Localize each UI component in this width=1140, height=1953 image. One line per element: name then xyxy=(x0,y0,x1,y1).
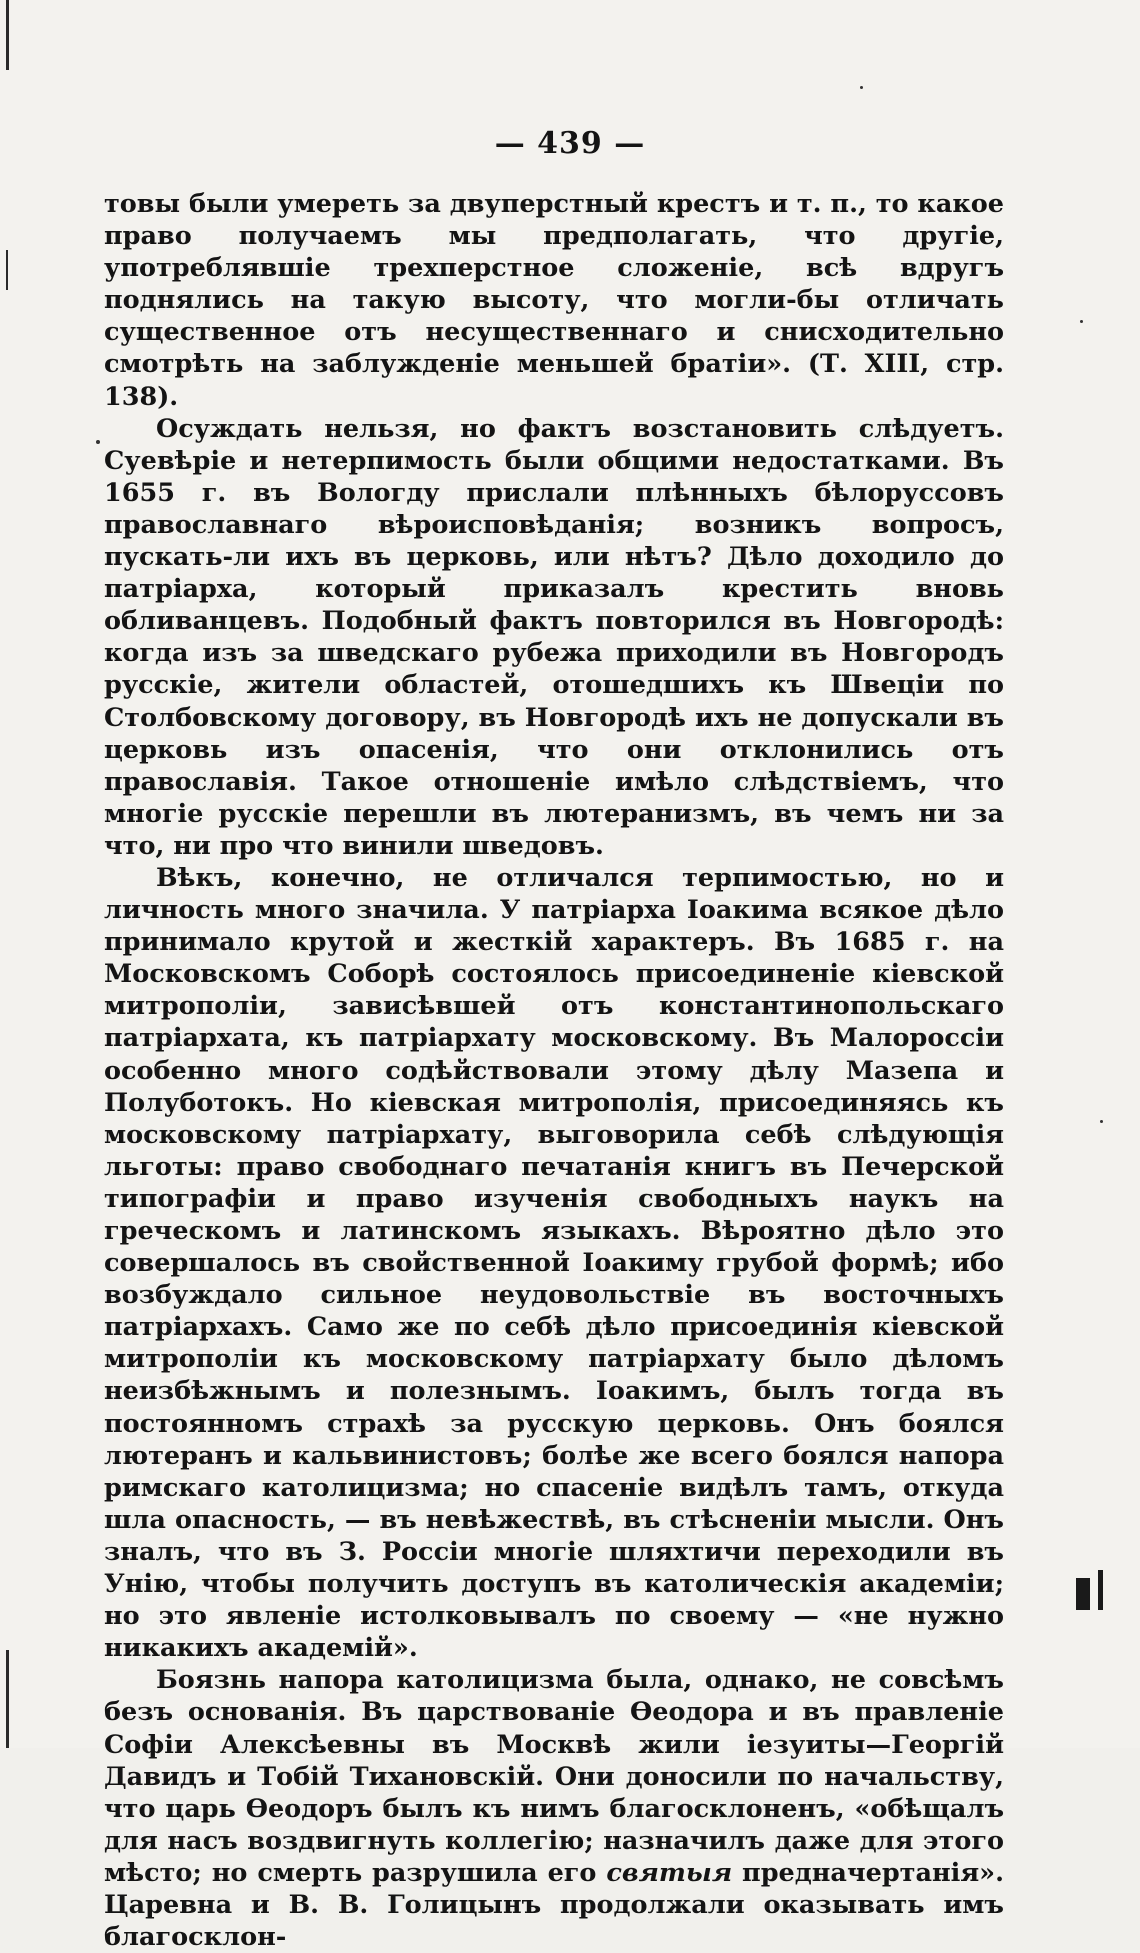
page-number: — 439 — xyxy=(494,126,646,161)
paragraph-1: товы были умереть за двуперстный крестъ и т. п., то какое право получаемъ мы предполагать, что другіе, употреблявшіе трехперстное сложеніе, всѣ вдругъ поднялись на такую высоту, что могли-бы отличать существенное отъ несущественнаго и снисходительно смотрѣть на заблужденіе меньшей братіи». (Т. XIII, стр. 138). xyxy=(104,189,1004,412)
scan-speck xyxy=(96,440,100,444)
paragraph-3: Вѣкъ, конечно, не отличался терпимостью, но и личность много значила. У патріарха Іоакима всякое дѣло принимало крутой и жесткій характеръ. Въ 1685 г. на Московскомъ Соборѣ состоялось присоединеніе кіевской митрополіи, зависѣвшей отъ константинопольскаго патріархата, къ патріархату московскому. Въ Малороссіи особенно много содѣйствовали этому дѣлу Мазепа и Полуботокъ. Но кіевская митрополія, присоединяясь къ московскому патріархату, выговорила себѣ слѣдующія льготы: право свободнаго печатанія книгъ въ Печерской типографіи и право изученія свободныхъ наукъ на греческомъ и латинскомъ языкахъ. Вѣроятно дѣло это совершалось въ свойственной Іоакиму грубой формѣ; ибо возбуждало сильное неудовольствіе въ восточныхъ патріархахъ. Само же по себѣ дѣло присоединія кіевской митрополіи къ московскому патріархату было дѣломъ неизбѣжнымъ и полезнымъ. Іоакимъ, былъ тогда въ постоянномъ страхѣ за русскую церковь. Онъ боялся лютеранъ и кальвинистовъ; болѣе же всего боялся напора римскаго католицизма; но спасеніе видѣлъ тамъ, откуда шла опасность, — въ невѣжествѣ, въ стѣсненіи мысли. Онъ зналъ, что въ З. Россіи многіе шляхтичи переходили въ Унію, чтобы получить доступъ въ католическія академіи; но это явленіе истолковывалъ по своему — «не нужно никакихъ академій». xyxy=(104,862,1004,1664)
scan-edge-mark xyxy=(6,250,8,290)
paragraph-2: Осуждать нельзя, но фактъ возстановить слѣдуетъ. Суевѣріе и нетерпимость были общими недостатками. Въ 1655 г. въ Вологду прислали плѣнныхъ бѣлоруссовъ православнаго вѣроисповѣданія; возникъ вопросъ, пускать-ли ихъ въ церковь, или нѣтъ? Дѣло доходило до патріарха, который приказалъ крестить вновь обливанцевъ. Подобный фактъ повторился въ Новгородѣ: когда изъ за шведскаго рубежа приходили въ Новгородъ русскіе, жители областей, отошедшихъ къ Швеціи по Столбовскому договору, въ Новгородѣ ихъ не допускали въ церковь изъ опасенія, что они отклонились отъ православія. Такое отношеніе имѣло слѣдствіемъ, что многіе русскіе перешли въ лютеранизмъ, въ чемъ ни за что, ни про что винили шведовъ. xyxy=(104,413,1004,861)
paragraph-4 xyxy=(104,1664,1004,1953)
scan-speck xyxy=(1100,1120,1103,1123)
scan-edge-mark xyxy=(6,1650,9,1748)
paragraph-4-emphasis: святыя xyxy=(606,1857,733,1888)
margin-ink-mark-icon xyxy=(1072,1568,1112,1612)
scan-edge-mark xyxy=(6,0,9,70)
scan-speck xyxy=(860,86,863,89)
paragraph-4-text-a: Боязнь напора католицизма была, однако, не совсѣмъ безъ основанія. Въ царствованіе Ѳеодора и въ правленіе Софіи Алексѣевны въ Москвѣ жили іезуиты—Георгій Давидъ и Тобій Тихановскій. Они доносили по начальству, что царь Ѳеодоръ былъ къ нимъ благосклоненъ, «обѣщалъ для насъ воздвигнуть коллегію; назначилъ даже для этого мѣсто; но смерть разрушила его xyxy=(104,1665,1004,1888)
scan-speck xyxy=(1080,320,1083,323)
paragraph-4-text-b: предначертанія». Царевна и В. В. Голицынъ продолжали оказывать имъ благосклон- xyxy=(104,1857,1004,1953)
body-text xyxy=(104,188,1004,1953)
